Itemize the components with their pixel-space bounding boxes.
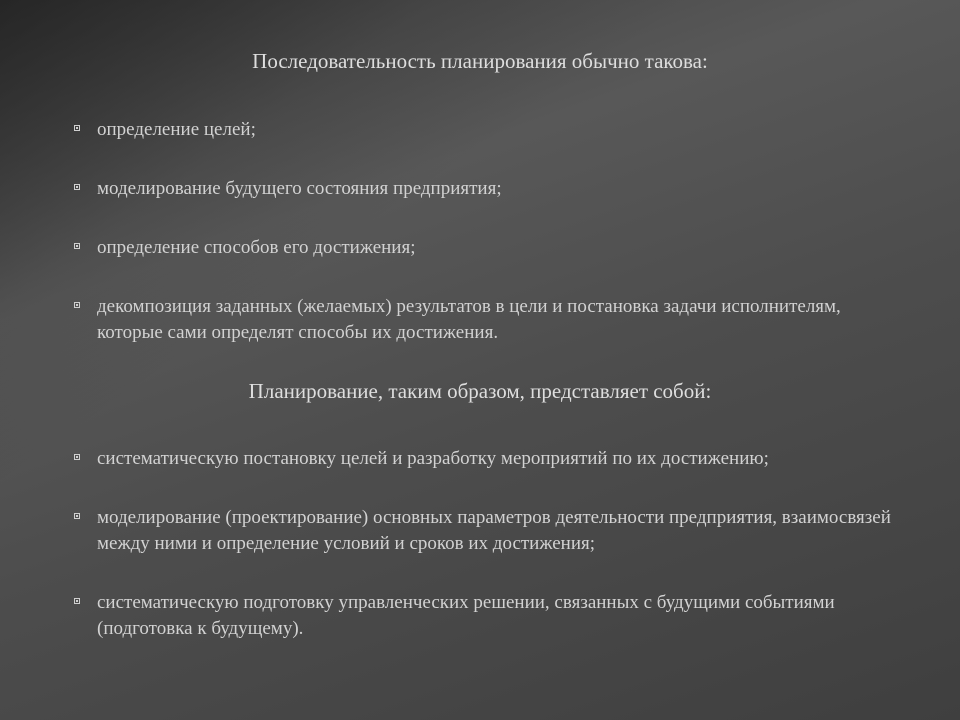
list-item [72,505,902,557]
square-bullet-icon [74,125,80,131]
square-bullet-icon [74,184,80,190]
square-bullet-icon [74,598,80,604]
list-item [72,235,902,261]
list-item [72,590,902,642]
heading-planning-definition: Планирование, таким образом, представляет собой: [248,379,712,403]
square-bullet-icon [74,243,80,249]
square-bullet-icon [74,302,80,308]
list-item-text: систематическую постановку целей и разработку мероприятий по их достижению; [97,448,769,469]
list-item-text: определение целей; [97,119,256,140]
list-item-text: моделирование (проектирование) основных параметров деятельности предприятия, взаимосвязей между ними и определение условий и сроков их достижения; [97,507,891,554]
list-item [72,176,902,202]
list-item [72,294,902,346]
list-item-text: систематическую подготовку управленческих решении, связанных с будущими событиями (подготовка к будущему). [97,592,835,639]
list-item [72,117,902,143]
planning-sequence-list [72,117,902,379]
square-bullet-icon [74,513,80,519]
planning-definition-list [72,446,902,675]
list-item-text: моделирование будущего состояния предприятия; [97,178,502,199]
square-bullet-icon [74,454,80,460]
list-item [72,446,902,472]
list-item-text: декомпозиция заданных (желаемых) результатов в цели и постановка задачи исполнителям, которые сами определят способы их достижения. [97,296,841,343]
heading-planning-sequence: Последовательность планирования обычно такова: [252,49,708,73]
list-item-text: определение способов его достижения; [97,237,416,258]
